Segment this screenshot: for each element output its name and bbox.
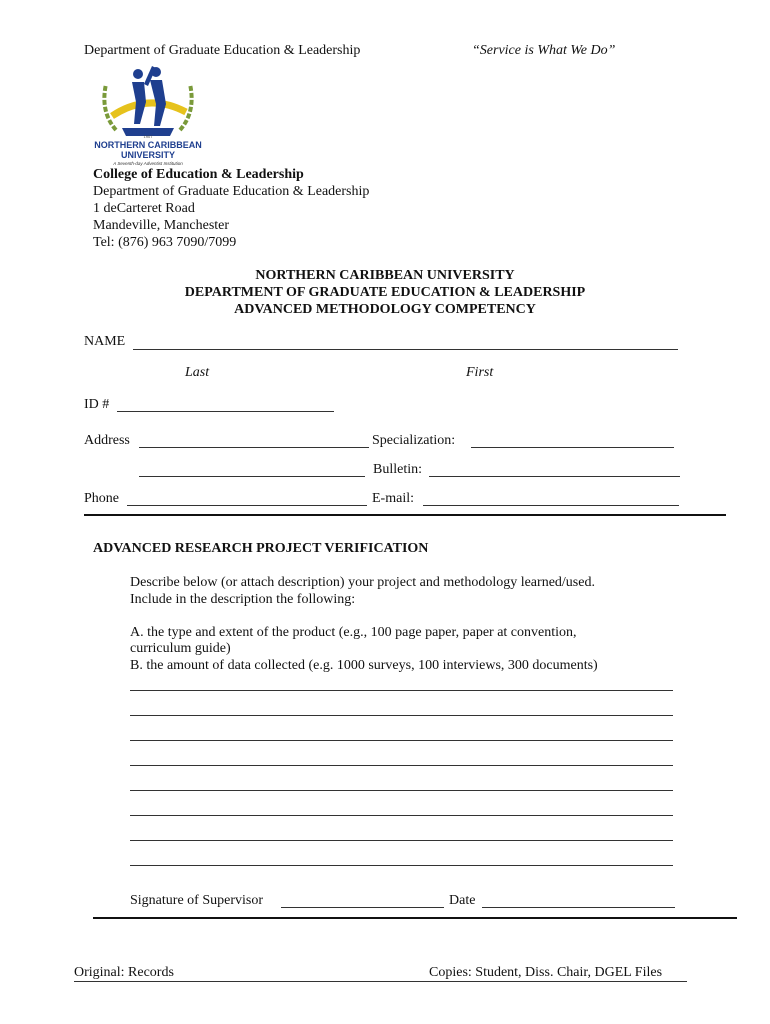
- date-field[interactable]: [482, 907, 675, 908]
- name-label: NAME: [84, 334, 126, 349]
- logo-tagline: A Seventh-day Adventist Institution: [113, 161, 183, 166]
- header-department: Department of Graduate Education & Leadership: [84, 43, 361, 58]
- title-university: NORTHERN CARIBBEAN UNIVERSITY: [255, 268, 515, 283]
- description-line[interactable]: [130, 865, 673, 866]
- description-line[interactable]: [130, 715, 673, 716]
- section-intro-line1: Describe below (or attach description) your project and methodology learned/used.: [130, 575, 595, 590]
- title-department: DEPARTMENT OF GRADUATE EDUCATION & LEADERSHIP: [184, 285, 586, 300]
- logo-year: 1907: [143, 134, 153, 139]
- last-name-caption: Last: [185, 365, 210, 380]
- date-label: Date: [449, 893, 476, 908]
- email-field[interactable]: [423, 505, 679, 506]
- description-line[interactable]: [130, 690, 673, 691]
- department-name: Department of Graduate Education & Leadership: [93, 184, 370, 199]
- footer-original: Original: Records: [74, 965, 174, 980]
- section-divider-bottom: [93, 917, 737, 919]
- description-line[interactable]: [130, 790, 673, 791]
- item-a-line2: curriculum guide): [130, 641, 231, 656]
- item-a-line1: A. the type and extent of the product (e.g., 100 page paper, paper at convention,: [130, 625, 577, 640]
- city-address: Mandeville, Manchester: [93, 218, 230, 233]
- item-b: B. the amount of data collected (e.g. 1000 surveys, 100 interviews, 300 documents): [130, 658, 598, 673]
- university-logo: [86, 62, 210, 170]
- telephone: Tel: (876) 963 7090/7099: [93, 235, 237, 250]
- name-field[interactable]: [133, 349, 678, 350]
- bulletin-label: Bulletin:: [373, 462, 422, 477]
- phone-field[interactable]: [127, 505, 367, 506]
- description-line[interactable]: [130, 740, 673, 741]
- section-intro-line2: Include in the description the following:: [130, 592, 356, 607]
- address-field-line1[interactable]: [139, 447, 369, 448]
- footer-copies: Copies: Student, Diss. Chair, DGEL Files: [429, 965, 663, 980]
- specialization-label: Specialization:: [372, 433, 456, 448]
- footer-underline: [74, 981, 687, 982]
- street-address: 1 deCarteret Road: [93, 201, 195, 216]
- id-field[interactable]: [117, 411, 334, 412]
- section-heading: ADVANCED RESEARCH PROJECT VERIFICATION: [93, 541, 429, 556]
- id-label: ID #: [84, 397, 110, 412]
- description-line[interactable]: [130, 840, 673, 841]
- signature-field[interactable]: [281, 907, 444, 908]
- header-motto: “Service is What We Do”: [472, 43, 616, 58]
- email-label: E-mail:: [372, 491, 414, 506]
- bulletin-field[interactable]: [429, 476, 680, 477]
- title-competency: ADVANCED METHODOLOGY COMPETENCY: [234, 302, 536, 317]
- first-name-caption: First: [466, 365, 494, 380]
- description-line[interactable]: [130, 815, 673, 816]
- description-line[interactable]: [130, 765, 673, 766]
- college-name: College of Education & Leadership: [93, 167, 304, 182]
- section-divider-top: [84, 514, 726, 516]
- address-label: Address: [84, 433, 130, 448]
- logo-university-line2: UNIVERSITY: [120, 150, 175, 160]
- phone-label: Phone: [84, 491, 119, 506]
- logo-university-name: NORTHERN CARIBBEAN: [94, 140, 202, 150]
- address-field-line2[interactable]: [139, 476, 365, 477]
- signature-label: Signature of Supervisor: [130, 893, 263, 908]
- specialization-field[interactable]: [471, 447, 674, 448]
